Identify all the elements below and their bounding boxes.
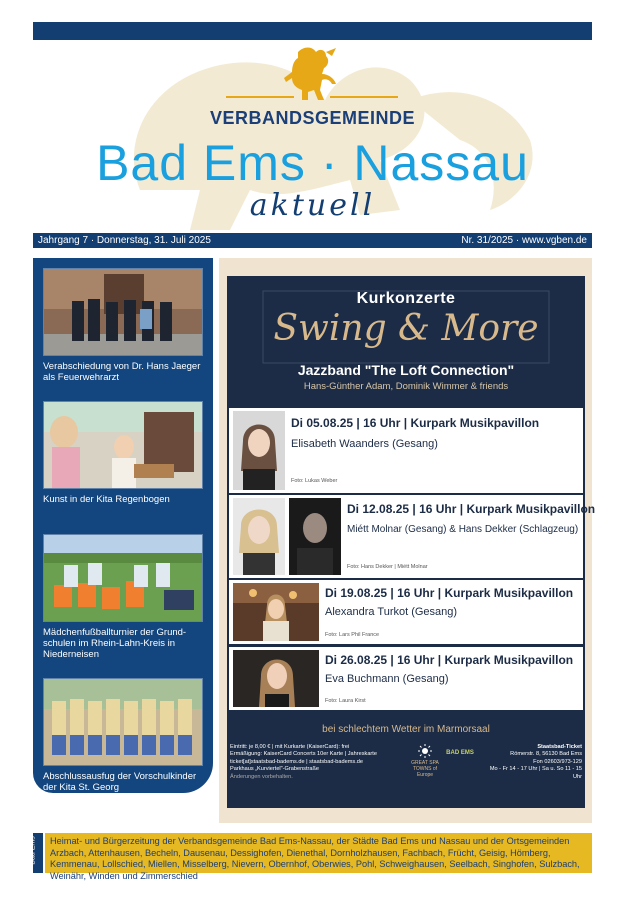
- poster-musicians: Hans-Günther Adam, Dominik Wimmer & friends: [303, 381, 509, 392]
- footer-description: Heimat- und Bürgerzeitung der Verbandsgemeinde Bad Ems-Nassau, der Städte Bad Ems und Nassau und der Ortsgemeinden Arzbach, Attenhausen, Becheln, Dausenau, Dessighofen, Dienethal, Dornholzhausen, Fachbach, Frücht, Geisig, Hömberg, Kemmenau, Lollschied, Miellen, Misselberg, Nievern, Obernhof, Oberwies, Pohl, Schweighausen, Seelbach, Singhofen, Sulzbach, Weinähr, Winden und Zimmerschied: [45, 833, 592, 873]
- concert-artist: Miétt Molnar (Gesang) & Hans Dekker (Schlagzeug): [347, 524, 579, 535]
- poster-series: Swing & More: [273, 308, 539, 349]
- bad-ems-logo: BAD EMS: [446, 750, 474, 756]
- photo-credit: Foto: Laura Kirst: [325, 698, 366, 704]
- masthead-subtitle: aktuell: [249, 188, 376, 223]
- concert-entry: [229, 647, 583, 710]
- concert-date: Di 19.08.25 | 16 Uhr | Kurpark Musikpavillon: [325, 586, 574, 600]
- artist-photo: [233, 583, 319, 641]
- poster-title-box: [262, 290, 550, 364]
- logo-rule-left: [226, 96, 294, 98]
- ticket-line: Parkhaus „Kurviertel"-Grabenstraße: [230, 766, 320, 773]
- great-spa-towns-logo: GREAT SPA TOWNS of Europe: [410, 744, 440, 778]
- issue-info-bar: [33, 233, 592, 248]
- footer-side-tab: [29, 833, 43, 873]
- concert-artist: Eva Buchmann (Gesang): [325, 673, 449, 685]
- sidebar-photo: [43, 268, 203, 356]
- poster-band: Jazzband "The Loft Connection": [297, 362, 515, 378]
- concert-artist: Elisabeth Waanders (Gesang): [291, 438, 438, 450]
- sidebar-caption: Verabschiedung von Dr. Hans Jaeger als Feuerwehrarzt: [43, 361, 201, 383]
- artist-photo: [233, 411, 285, 490]
- logo-rule-right: [330, 96, 398, 98]
- masthead-kicker: VERBANDSGEMEINDE: [209, 108, 416, 128]
- office-line: Fon 02603/973-129: [533, 758, 582, 765]
- ticket-line: ticket[at]staatsbad-badems.de | staatsbad-badems.de: [230, 758, 363, 765]
- footer-side-label: Bad Ems: [29, 836, 37, 865]
- concert-entry: [229, 580, 583, 644]
- ticket-office-info: [482, 744, 582, 781]
- sidebar-photo: [43, 534, 203, 622]
- sidebar-caption: Abschlussausfug der Vorschulkinder der Kita St. Georg: [43, 771, 197, 793]
- sidebar-caption: Kunst in der Kita Regenbogen: [43, 494, 170, 505]
- masthead-title: Bad Ems · Nassau: [96, 135, 529, 191]
- sidebar-item[interactable]: [43, 268, 203, 383]
- sidebar-photo: [43, 678, 203, 766]
- office-line: Mo - Fr 14 - 17 Uhr | Sa u. So 11 - 15 Uhr: [489, 766, 582, 780]
- sun-icon: [418, 744, 432, 758]
- ticket-info: [230, 744, 415, 781]
- office-line: Staatsbad-Ticket: [537, 744, 582, 750]
- concert-date: Di 12.08.25 | 16 Uhr | Kurpark Musikpavillon: [347, 502, 596, 516]
- photo-credit: Foto: Lukas Weber: [291, 478, 338, 484]
- ticket-line: Eintritt: je 8,00 € | mit Kurkarte (KaiserCard): frei: [230, 744, 350, 750]
- poster-kicker: Kurkonzerte: [356, 290, 456, 307]
- artist-photo: [233, 650, 319, 707]
- sidebar-item[interactable]: [43, 534, 203, 660]
- photo-credit: Foto: Lars Phil France: [325, 632, 380, 638]
- concert-date: Di 05.08.25 | 16 Uhr | Kurpark Musikpavillon: [291, 416, 540, 430]
- lion-logo-icon: [278, 44, 344, 104]
- concert-date: Di 26.08.25 | 16 Uhr | Kurpark Musikpavillon: [325, 653, 574, 667]
- concert-entry: [229, 495, 596, 578]
- top-bar: [33, 22, 592, 40]
- sidebar-item[interactable]: [43, 678, 203, 793]
- issue-date: Jahrgang 7 · Donnerstag, 31. Juli 2025: [38, 235, 211, 246]
- sidebar: [33, 258, 213, 793]
- concert-entry: [229, 408, 583, 493]
- office-line: Römerstr. 8, 56130 Bad Ems: [510, 751, 582, 758]
- ticket-line: Ermäßigung: KaiserCard Concerts 10er Karte | Jahreskarte: [230, 751, 377, 758]
- ticket-line: Änderungen vorbehalten.: [230, 773, 293, 780]
- sidebar-item[interactable]: [43, 401, 203, 505]
- weather-note: bei schlechtem Wetter im Marmorsaal: [322, 724, 490, 735]
- concert-artist: Alexandra Turkot (Gesang): [325, 606, 458, 618]
- concert-poster: [227, 276, 596, 808]
- artist-photo: [233, 498, 285, 575]
- sidebar-photo: [43, 401, 203, 489]
- photo-credit: Foto: Hans Dekker | Miétt Molnar: [347, 564, 428, 570]
- sidebar-caption: Mädchenfußballturnier der Grund-schulen im Rhein-Lahn-Kreis in Niederneisen: [43, 627, 187, 660]
- artist-photo: [289, 498, 341, 575]
- issue-number-url: Nr. 31/2025 · www.vgben.de: [461, 235, 587, 246]
